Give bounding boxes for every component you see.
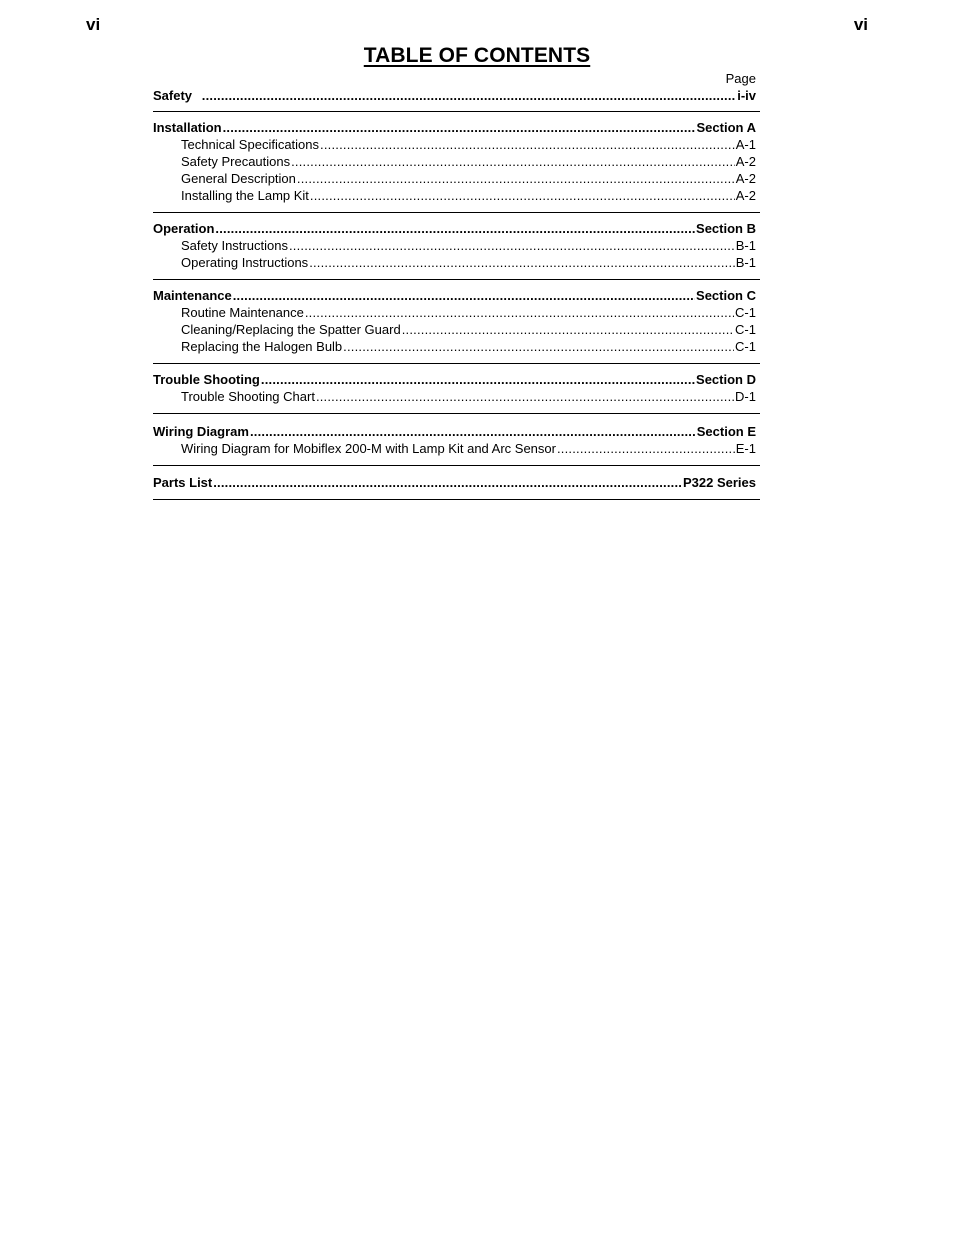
dot-leader	[320, 136, 735, 153]
table-of-contents	[153, 71, 760, 500]
toc-section-heading[interactable]	[153, 371, 760, 388]
toc-entry-label: Safety Precautions	[181, 154, 291, 169]
toc-entry-page: A-2	[735, 171, 756, 186]
toc-subentry[interactable]	[153, 170, 760, 187]
toc-section-heading[interactable]	[153, 423, 760, 440]
dot-leader	[291, 153, 735, 170]
toc-section-installation	[153, 112, 760, 212]
dot-leader	[289, 237, 735, 254]
toc-subentry[interactable]	[153, 388, 760, 405]
dot-leader	[202, 87, 736, 104]
toc-entry-label: General Description	[181, 171, 296, 186]
toc-entry-label: Replacing the Halogen Bulb	[181, 339, 343, 354]
toc-entry-page: C-1	[735, 322, 756, 337]
toc-entry-page: P322 Series	[682, 475, 756, 490]
toc-section-heading[interactable]	[153, 119, 760, 136]
toc-subentry[interactable]	[153, 304, 760, 321]
toc-section-maintenance	[153, 280, 760, 363]
toc-entry-label: Cleaning/Replacing the Spatter Guard	[181, 322, 401, 337]
dot-leader	[223, 119, 696, 136]
toc-entry-page: C-1	[735, 339, 756, 354]
dot-leader	[316, 388, 734, 405]
toc-entry-page: Section A	[696, 120, 756, 135]
toc-entry-label: Wiring Diagram	[153, 424, 249, 439]
dot-leader	[305, 304, 734, 321]
toc-section-operation	[153, 213, 760, 279]
dot-leader	[297, 170, 735, 187]
dot-leader	[213, 474, 682, 491]
toc-subentry[interactable]	[153, 153, 760, 170]
toc-entry-label: Routine Maintenance	[181, 305, 304, 320]
toc-subentry[interactable]	[153, 136, 760, 153]
page-number-left: vi	[86, 15, 101, 34]
dot-leader	[233, 287, 695, 304]
toc-subentry[interactable]	[153, 237, 760, 254]
toc-entry-label: Wiring Diagram for Mobiflex 200-M with Lamp Kit and Arc Sensor	[181, 441, 556, 456]
toc-entry-page: Section B	[696, 221, 756, 236]
toc-entry-page: B-1	[735, 238, 756, 253]
dot-leader	[343, 338, 734, 355]
toc-entry-label: Trouble Shooting	[153, 372, 260, 387]
toc-section-parts-list	[153, 466, 760, 499]
dot-leader	[557, 440, 735, 457]
toc-subentry[interactable]	[153, 440, 760, 457]
toc-subentry[interactable]	[153, 254, 760, 271]
toc-entry-label: Installation	[153, 120, 222, 135]
toc-section-wiring-diagram	[153, 414, 760, 465]
toc-subentry[interactable]	[153, 187, 760, 204]
page-column-header: Page	[725, 71, 756, 86]
toc-entry-safety[interactable]	[153, 87, 760, 104]
toc-entry-page: A-1	[735, 137, 756, 152]
toc-entry-label: Operating Instructions	[181, 255, 309, 270]
dot-leader	[261, 371, 695, 388]
toc-entry-page: Section E	[696, 424, 756, 439]
toc-entry-page: E-1	[735, 441, 756, 456]
toc-section-trouble-shooting	[153, 364, 760, 413]
divider	[153, 499, 760, 500]
toc-entry-label: Maintenance	[153, 288, 232, 303]
toc-entry-label: Safety	[153, 88, 193, 103]
toc-entry-page: C-1	[735, 305, 756, 320]
toc-section-heading[interactable]	[153, 287, 760, 304]
toc-entry-page: A-2	[735, 154, 756, 169]
toc-entry-label: Safety Instructions	[181, 238, 288, 253]
toc-entry-page: i-iv	[737, 88, 756, 103]
toc-entry-label: Technical Specifications	[181, 137, 320, 152]
dot-leader	[309, 254, 735, 271]
toc-subentry[interactable]	[153, 338, 760, 355]
toc-entry-page: Section D	[696, 372, 756, 387]
toc-entry-label: Trouble Shooting Chart	[181, 389, 315, 404]
dot-leader	[215, 220, 695, 237]
page-number-right: vi	[853, 15, 868, 34]
dot-leader	[250, 423, 696, 440]
toc-entry-page: D-1	[735, 389, 756, 404]
toc-entry-page: B-1	[735, 255, 756, 270]
toc-entry-page: Section C	[696, 288, 756, 303]
dot-leader	[310, 187, 735, 204]
toc-entry-page: A-2	[735, 188, 756, 203]
toc-entry-label: Operation	[153, 221, 215, 236]
toc-entry-label: Installing the Lamp Kit	[181, 188, 309, 203]
toc-subentry[interactable]	[153, 321, 760, 338]
toc-section-heading[interactable]	[153, 474, 760, 491]
toc-entry-label: Parts List	[153, 475, 213, 490]
page-title: TABLE OF CONTENTS	[363, 44, 591, 67]
dot-leader	[402, 321, 734, 338]
toc-section-heading[interactable]	[153, 220, 760, 237]
